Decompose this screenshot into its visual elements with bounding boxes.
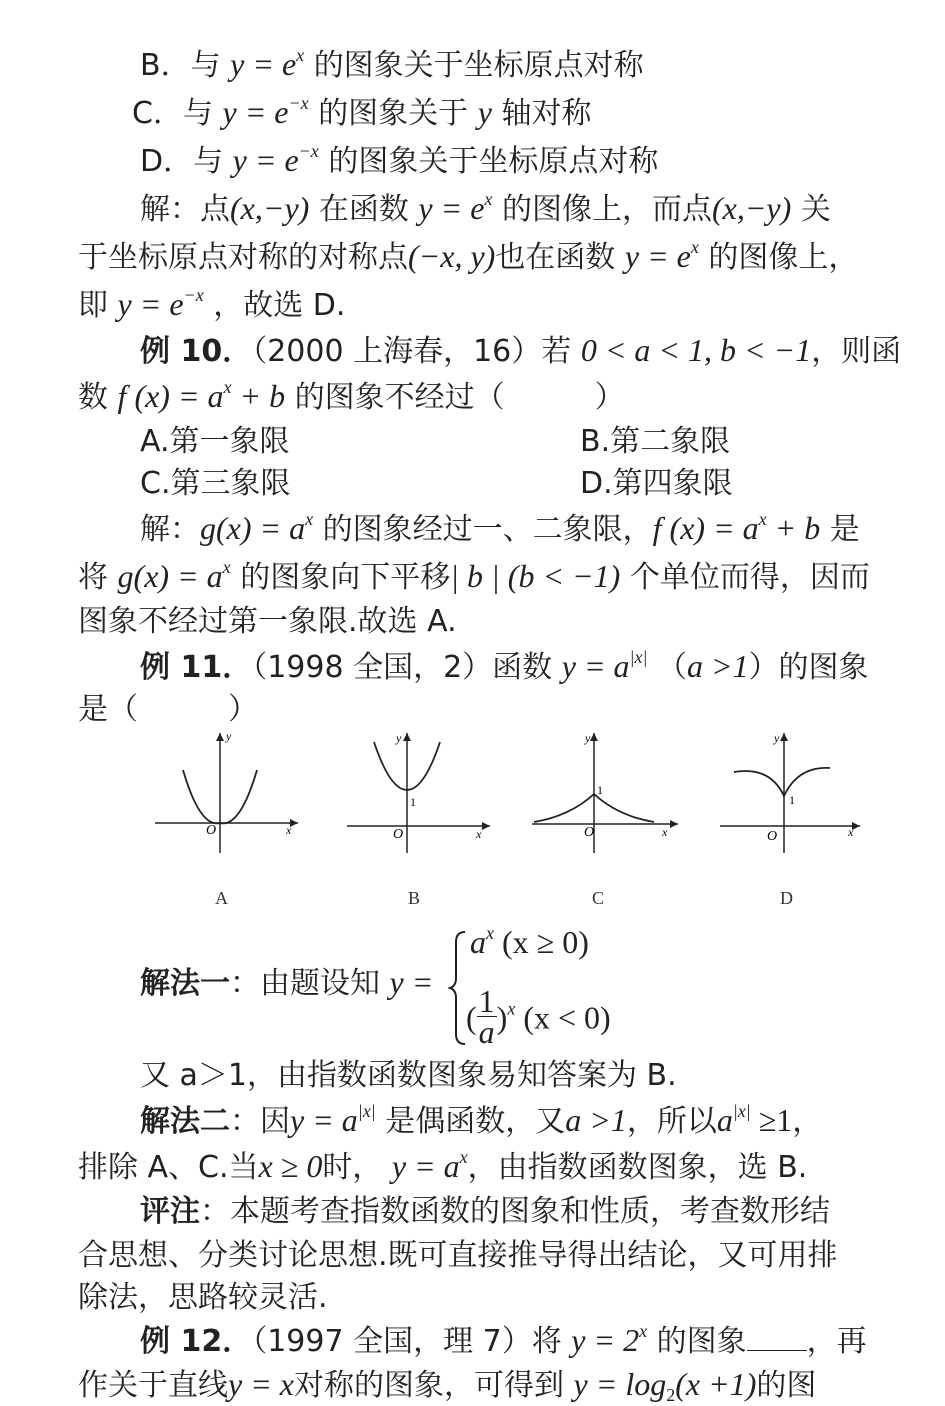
solution-10-line-3: 图象不经过第一象限.故选 A. (78, 604, 457, 639)
piecewise-case-1: $a^x$ (x ≥ 0) (470, 923, 589, 960)
graph-b-plot (342, 728, 492, 858)
solution-9-line-1: 解：点(x,−y) 在函数 $y = e^x$ 的图像上，而点(x,−y) 关 (140, 189, 831, 227)
graph-d-label: D (780, 888, 793, 908)
graph-c-label: C (592, 888, 605, 908)
example-heading: 例 12． (140, 1324, 253, 1359)
example-11-line-2: 是（ ） (78, 692, 258, 727)
choice-a: A.第一象限 (140, 424, 290, 459)
graph-c (530, 728, 680, 858)
origin-label: O (393, 827, 404, 842)
origin-label: O (584, 825, 595, 840)
y-axis-label: y (585, 731, 591, 745)
x-axis-label: x (286, 823, 292, 837)
example-heading: 例 11． (140, 650, 253, 685)
choice-b: B.第二象限 (580, 424, 731, 459)
choice-c: C.第三象限 (140, 466, 291, 501)
solution-10-line-1: 解：$g(x) = a^x$ 的图象经过一、二象限，f $(x) = a^x + b$ 是 (140, 509, 860, 547)
graph-d-plot (718, 728, 868, 858)
solution-9-line-3: 即 $y = e^{-x}$ ，故选 D. (78, 285, 346, 323)
graph-b-label: B (408, 888, 421, 908)
origin-label: O (767, 829, 778, 844)
one-label: 1 (597, 783, 603, 797)
fraction: $\frac{1}{a}$ (478, 983, 495, 1050)
graph-b (342, 728, 492, 858)
method-2-line-1: 解法二：因$y = a^{|x|}$ 是偶函数，又a >1，所以$a^{|x|} \ge 1$， (140, 1101, 823, 1139)
method-1-line-2: 又 a＞1，由指数函数图象易知答案为 B. (140, 1058, 677, 1093)
solution-9-line-2: 于坐标原点对称的对称点(−x, y)也在函数 $y = e^x$ 的图像上， (78, 237, 859, 275)
one-label: 1 (789, 793, 795, 807)
example-11-line-1: 例 11．（1998 全国，2）函数 $y = a^{|x|}$ （a >1）的图象 (140, 647, 869, 685)
y-axis-label: y (226, 729, 232, 743)
remark-line-2: 合思想、分类讨论思想.既可直接推导得出结论，又可用排 (78, 1238, 838, 1273)
example-12-line-2: 作关于直线y = x对称的图象，可得到 $y = \log_2(x +1)$的图 (78, 1366, 817, 1405)
x-axis-label: x (662, 825, 668, 839)
example-10-line-2: 数 f $(x) = a^x + b$ 的图象不经过（ ） (78, 377, 625, 415)
y-axis-label: y (396, 731, 402, 745)
curve (734, 768, 830, 796)
graph-a-label: A (215, 888, 228, 908)
graph-c-plot (530, 728, 680, 858)
piecewise-case-2: ( $\frac{1}{a}$ )$^x$ (x < 0) (466, 983, 611, 1050)
method-2-line-2: 排除 A、C.当x ≥ 0时， $y = a^x$，由指数函数图象，选 B. (78, 1147, 808, 1185)
graph-a (150, 728, 300, 858)
origin-label: O (206, 823, 217, 838)
one-label: 1 (410, 795, 416, 809)
graph-d (718, 728, 868, 858)
example-heading: 例 10． (140, 334, 253, 369)
answer-blank[interactable] (747, 1326, 807, 1351)
remark-line-1: 评注：本题考查指数函数的图象和性质，考查数形结 (140, 1194, 830, 1229)
option-b: B．与 $y = e^x$ 的图象关于坐标原点对称 (140, 45, 644, 83)
example-10-line-1: 例 10．（2000 上海春，16）若 0 < a < 1, b < −1，则函 (140, 332, 902, 369)
x-axis-label: x (476, 827, 482, 841)
piecewise-brace (448, 928, 468, 1048)
solution-10-line-2: 将 $g(x) = a^x$ 的图象向下平移| b | (b < −1) 个单位而得，因而 (78, 557, 870, 595)
y-axis-label: y (774, 731, 780, 745)
x-axis-label: x (848, 825, 854, 839)
example-12-line-1: 例 12．（1997 全国，理 7）将 $y = 2^x$ 的图象 ，再 (140, 1321, 867, 1359)
method-1-line-1: 解法一：由题设知 y = (140, 964, 434, 1001)
choice-d: D.第四象限 (580, 466, 733, 501)
remark-line-3: 除法，思路较灵活. (78, 1280, 328, 1315)
option-d: D．与 $y = e^{-x}$ 的图象关于坐标原点对称 (140, 141, 659, 179)
option-c: C．与 $y = e^{-x}$ 的图象关于 y 轴对称 (132, 93, 592, 131)
graph-a-plot (150, 728, 300, 858)
